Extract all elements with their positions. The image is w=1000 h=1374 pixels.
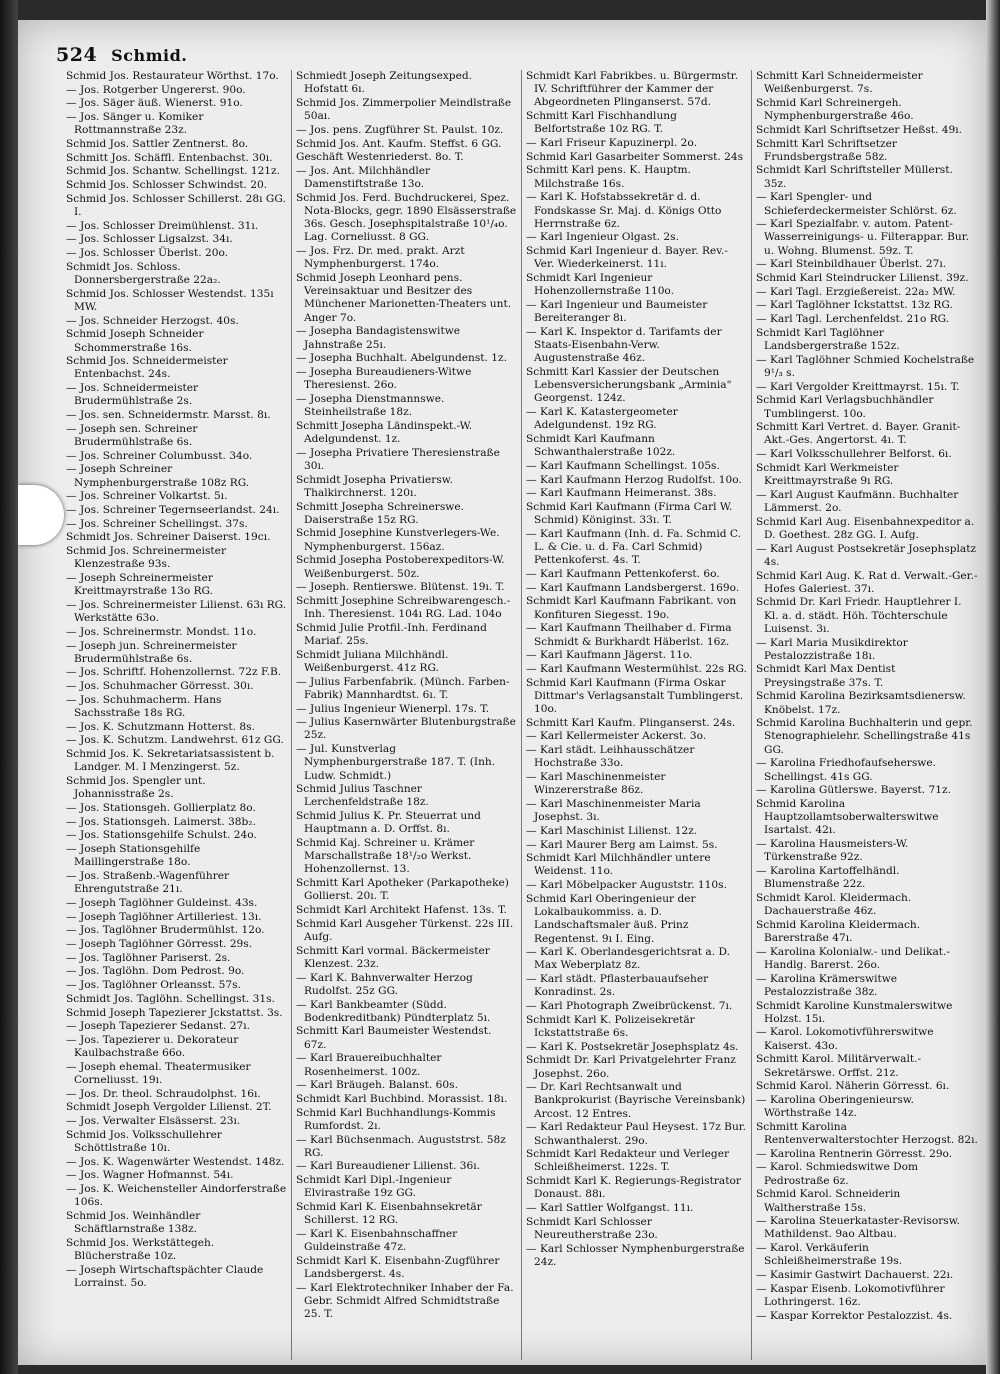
directory-entry: Schmid Jos. Schneidermeister Entenbachst. 24s. [66, 355, 228, 381]
directory-entry: — Karl Sattler Wolfgangst. 11ı. [526, 1202, 694, 1215]
directory-entry: — Karl Tagl. Lerchenfeldst. 21o RG. [756, 313, 950, 326]
running-head: Schmid. [111, 46, 188, 65]
directory-entry: Schmid Jos. Weinhändler Schäftlarnstraße 138z. [66, 1210, 201, 1236]
directory-entry: Schmidt Juliana Milchhändl. Weißenburgerst. 41z RG. [296, 648, 449, 674]
directory-entry: — Joseph ehemal. Theatermusiker Corneliusst. 19ı. [66, 1060, 251, 1087]
directory-entry: — Karolina Oberingenieursw. Wörthstraße 14z. [756, 1093, 914, 1120]
directory-entry: — Joseph Schreinermeister Kreittmayrstraße 13o RG. [66, 572, 214, 598]
directory-entry: — Julius Kasernwärter Blutenburgstraße 25z. [296, 716, 516, 742]
directory-entry: Schmidt Karol. Kleidermach. Dachauerstraße 46z. [756, 891, 912, 918]
directory-entry: Schmid Jos. Ant. Kaufm. Steffst. 6 GG. [296, 137, 502, 150]
directory-entry: Schmid Jos. Restaurateur Wörthst. 17o. [66, 70, 279, 82]
directory-entry: Schmidt Joseph Vergolder Lilienst. 2T. [66, 1101, 272, 1114]
directory-entry: Schmid Julie Protfil.-Inh. Ferdinand Mariaf. 25s. [296, 621, 487, 648]
directory-entry: — Karl Kaufmann Landsbergerst. 169o. [526, 581, 740, 594]
directory-entry: — Karl Vergolder Kreittmayrst. 15ı. T. [756, 380, 960, 393]
directory-entry: — Jos. Taglöhner Orleansst. 57s. [66, 979, 241, 992]
directory-entry: — Joseph Taglöhner Guldeinst. 43s. [66, 896, 258, 909]
directory-entry: — Karl Maria Musikdirektor Pestalozzistraße 18ı. [756, 636, 908, 662]
directory-entry: Schmid Karolina Kleidermach. Barerstraße 47ı. [756, 918, 921, 944]
directory-entry: — Jos. K. Weichensteller Aindorferstraße 106s. [66, 1183, 287, 1209]
directory-entry: — Josepha Buchhalt. Abelgundenst. 1z. [296, 352, 507, 365]
directory-entry: — Karl städt. Leihhausschätzer Hochstraße 33o. [526, 744, 695, 770]
directory-entry: Schmitt Jos. Schäffl. Entenbachst. 30ı. [66, 151, 273, 164]
directory-entry: Schmid Karl Verlagsbuchhändler Tumblingerst. 10o. [756, 394, 934, 420]
directory-entry: — Jos. Stationsgehilfe Schulst. 24o. [66, 829, 257, 842]
directory-entry: Schmitt Karl Kassier der Deutschen Lebensversicherungsbank „Arminia" Georgenst. 124z. [526, 365, 732, 405]
directory-entry: — Jos. Stationsgeh. Laimerst. 38b₂. [66, 815, 256, 828]
directory-entry: Schmidt Karl Milchhändler untere Weidenst. 11o. [526, 852, 711, 878]
directory-entry: Schmid Jos. Ferd. Buchdruckerei, Spez. Nota-Blocks, gegr. 1890 Elsässerstraße 36s. Gesch. Josephspitalstraße 10¹/₄o. Lag. Corneliusst. 8 GG. [296, 191, 517, 244]
directory-entry: — Jos. Schlosser Dreimühlenst. 31ı. [66, 219, 259, 232]
directory-entry: Schmid Julius K. Pr. Steuerrat und Hauptmann a. D. Orffst. 8ı. [296, 810, 481, 836]
directory-entry: — Karl städt. Pflasterbauaufseher Konradinst. 2s. [526, 973, 709, 999]
directory-entry: — Karl Taglöhner Ickstattst. 13z RG. [756, 299, 953, 312]
page-number: 524 [56, 44, 98, 66]
directory-entry: — Karl Ingenieur Olgast. 2s. [526, 231, 679, 244]
directory-entry: — Karl Kellermeister Ackerst. 3o. [526, 730, 707, 743]
directory-entry: Schmidt Jos. Taglöhn. Schellingst. 31s. [66, 992, 275, 1005]
directory-entry: — Karl Taglöhner Schmied Kochelstraße 9¹/₃ s. [756, 353, 975, 379]
directory-entry: — Jos. Schreiner Schellingst. 37s. [66, 517, 248, 530]
directory-entry: Schmid Joseph Tapezierer Jckstattst. 3s. [66, 1006, 283, 1019]
directory-entry: Schmid Josephine Kunstverlegers-We. Nymphenburgerst. 156az. [296, 527, 500, 553]
directory-entry: — Karl Kaufmann Westermühlst. 22s RG. [526, 662, 747, 675]
directory-entry: — Josepha Privatiere Theresienstraße 30ı. [296, 446, 500, 472]
directory-entry: — Karl Schlosser Nymphenburgerstraße 24z. [526, 1242, 745, 1268]
directory-entry: — Joseph jun. Schreinermeister Brudermühlstraße 6s. [66, 639, 237, 665]
directory-entry: — Jos. Schreiner Volkartst. 5ı. [66, 490, 228, 503]
directory-entry: — Karl K. Inspektor d. Tarifamts der Staats-Eisenbahn-Verw. Augustenstraße 46z. [526, 325, 722, 365]
directory-entry: Schmitt Karl vormal. Bäckermeister Klenzest. 23z. [296, 944, 490, 970]
directory-entry: — Karl Bureaudiener Lilienst. 36ı. [296, 1160, 481, 1173]
directory-entry: — Karl Tagl. Erzgießereist. 22a₂ MW. [756, 285, 956, 298]
directory-entry: Schmidt Karl Werkmeister Kreittmayrstraße 9ı RG. [756, 461, 899, 488]
directory-entry: — Joseph Wirtschaftspächter Claude Lorrainst. 5o. [66, 1263, 264, 1290]
directory-entry: — Jos. Straßenb.-Wagenführer Ehrengutstraße 21ı. [66, 869, 230, 896]
directory-entry: — Jos. K. Schutzm. Landwehrst. 61z GG. [66, 734, 284, 747]
directory-entry: — Karl Kaufmann Jägerst. 11o. [526, 649, 693, 662]
directory-entry: — Karl Steinbildhauer Überlst. 27ı. [756, 258, 947, 271]
directory-entry: Schmidt Karl Buchbind. Morassist. 18ı. [296, 1092, 508, 1105]
directory-entry: Schmidt Jos. Schloss. Donnersbergerstraße 22a₂. [66, 260, 221, 287]
directory-entry: Schmitt Karl Schneidermeister Weißenburgerst. 7s. [756, 70, 923, 96]
directory-entry: — Jos. Rotgerber Ungererst. 90o. [66, 83, 246, 96]
directory-entry: — Karl K. Eisenbahnschaffner Guldeinstraße 47z. [296, 1227, 458, 1254]
directory-entry: Schmid Dr. Karl Friedr. Hauptlehrer I. Kl. a. d. städt. Höh. Töchterschule Luisenst. 3ı. [756, 596, 962, 635]
directory-entry: — Joseph Taglöhner Görresst. 29s. [66, 938, 253, 950]
directory-entry: Schmid Karolina Buchhalterin und gepr. Stenographielehr. Schellingstraße 41s GG. [756, 717, 973, 756]
directory-entry: — Karl Maschinenmeister Winzererstraße 86z. [526, 771, 666, 797]
directory-entry: — Karolina Kartoffelhändl. Blumenstraße 22z. [756, 864, 900, 891]
directory-entry: Schmid Jos. Sattler Zentnerst. 8o. [66, 138, 249, 151]
directory-entry: Schmid Julius Taschner Lerchenfeldstraße 18z. [296, 783, 429, 809]
column-2 [292, 70, 522, 1360]
directory-entry: — Karl Bankbeamter (Südd. Bodenkreditbank) Pündterplatz 5ı. [296, 998, 491, 1024]
directory-entry: Schmid Jos. Schantw. Schellingst. 121z. [66, 165, 280, 178]
directory-entry: Schmid Karl Buchhandlungs-Kommis Rumfordst. 2ı. [296, 1106, 496, 1132]
directory-entry: — Josepha Dienstmannswe. Steinheilstraße 18z. [296, 392, 445, 419]
directory-entry: — Jul. Kunstverlag Nymphenburgerstraße 187. T. (Inh. Ludw. Schmidt.) [296, 743, 496, 782]
directory-entry: — Karl Kaufmann Theilhaber d. Firma Schmidt & Burkhardt Häberlst. 16z. [526, 622, 732, 648]
directory-entry: Schmid Jos. Schreinermeister Klenzestraße 93s. [66, 545, 227, 571]
directory-entry: Schmid Karl Kaufmann (Firma Oskar Dittmar's Verlagsanstalt Tumblingerst. 10o. [526, 676, 744, 716]
directory-entry: — Karolina Kolonialw.- und Delikat.-Handlg. Barerst. 26o. [756, 945, 951, 971]
directory-entry: — Jos. Tapezierer u. Dekorateur Kaulbachstraße 66o. [66, 1033, 239, 1060]
directory-entry: — Karl Brauereibuchhalter Rosenheimerst. 100z. [296, 1052, 442, 1078]
directory-entry: Schmitt Karol. Militärverwalt.-Sekretärswe. Orffst. 21z. [756, 1053, 922, 1079]
directory-entry: — Karl Bräugeh. Balanst. 60s. [296, 1079, 458, 1092]
directory-entry: Schmid Karl Schreinergeh. Nymphenburgerstraße 46o. [756, 96, 914, 123]
directory-entry: Schmid Karol. Schneiderin Waltherstraße 15s. [756, 1188, 901, 1214]
directory-entry: — Karl Maschinenmeister Maria Josephst. 3ı. [526, 797, 701, 824]
directory-entry: — Julius Farbenfabrik. (Münch. Farben-Fabrik) Mannhardtst. 6ı. T. [296, 675, 510, 701]
directory-entry: Schmitt Josephine Schreibwarengesch.-Inh. Theresienst. 104ı RG. Lad. 104o [296, 594, 511, 621]
directory-entry: Schmitt Karolina Rentenverwalterstochter Herzogst. 82ı. [756, 1120, 978, 1147]
directory-entry: — Jos. Schreiner Columbusst. 34o. [66, 449, 253, 462]
directory-entry: — Karl Maschinist Lilienst. 12z. [526, 824, 698, 837]
directory-entry: — Karol. Lokomotivführerswitwe Kaiserst. 43o. [756, 1026, 934, 1052]
directory-entry: — Karol. Schmiedswitwe Dom Pedrostraße 6z. [756, 1161, 919, 1187]
directory-entry: — Karl Kaufmann Schellingst. 105s. [526, 459, 720, 472]
column-3 [522, 70, 752, 1360]
page-header [56, 44, 187, 66]
directory-entry: — Jos. Schriftf. Hohenzollernst. 72z F.B. [66, 666, 282, 679]
directory-entry: — Karl K. Katastergeometer Adelgundenst. 19z RG. [526, 406, 678, 432]
directory-entry: Schmid Jos. Spengler unt. Johannisstraße 2s. [66, 775, 206, 801]
directory-entry: Schmid Josepha Postoberexpeditors-W. Weißenburgerst. 50z. [296, 554, 505, 580]
directory-entry: Schmid Joseph Leonhard pens. Vereinsaktuar und Besitzer des Münchener Marionetten-Theaters unt. Anger 7o. [296, 272, 512, 324]
directory-entry: Schmid Jos. Volksschullehrer Schöttlstraße 10ı. [66, 1128, 222, 1155]
directory-entry: Schmid Jos. Schlosser Schillerst. 28ı GG. I. [66, 192, 286, 219]
directory-entry: — Joseph Schreiner Nymphenburgerstraße 108z RG. [66, 463, 250, 489]
directory-entry: Schmidt Karl Max Dentist Preysingstraße 37s. T. [756, 663, 896, 689]
directory-entry: Geschäft Westenriederst. 8o. T. [296, 151, 464, 164]
directory-entry: — Joseph Stationsgehilfe Maillingerstraße 18o. [66, 843, 201, 869]
directory-entry: Schmid Karl Oberingenieur der Lokalbaukommiss. a. D. Landschaftsmaler äuß. Prinz Regentenst. 9ı I. Eing. [526, 892, 696, 945]
directory-entry: — Josepha Bureaudieners-Witwe Theresienst. 26o. [296, 365, 472, 392]
directory-entry: Schmidt Karl Kaufmann Schwanthalerstraße 102z. [526, 432, 676, 459]
directory-entry: — Jos. Schlosser Ligsalzst. 34ı. [66, 233, 233, 246]
directory-entry: — Jos. Schlosser Überlst. 20o. [66, 247, 229, 260]
directory-entry: — Karl Redakteur Paul Heysest. 17z Bur. Schwanthalerst. 29o. [526, 1121, 747, 1147]
directory-entry: — Karl Kaufmann (Inh. d. Fa. Schmid C. L. & Cie. u. d. Fa. Carl Schmid) Pettenkoferst. 4s. T. [526, 527, 741, 567]
directory-entry: — Jos. Wagner Hofmannst. 54ı. [66, 1169, 234, 1182]
directory-entry: Schmitt Josepha Ländinspekt.-W. Adelgundenst. 1z. [296, 419, 473, 445]
directory-entry: Schmid Jos. Werkstättegeh. Blücherstraße 10z. [66, 1236, 215, 1263]
directory-entry: — Karol. Verkäuferin Schleißheimerstraße 19s. [756, 1242, 903, 1268]
directory-entry: Schmid Karl Steindrucker Lilienst. 39z. [756, 272, 969, 285]
directory-entry: — Karl Spezialfabr. v. autom. Patent-Wasserreinigungs- u. Filterappar. Bur. u. Wohng. Blumenst. 59z. T. [756, 218, 969, 257]
directory-entry: — Karl Friseur Kapuzinerpl. 2o. [526, 137, 697, 150]
directory-entry: — Jos. Schreinermstr. Mondst. 11o. [66, 625, 257, 638]
directory-entry: Schmidt Josepha Privatiersw. Thalkirchnerst. 120ı. [296, 473, 453, 499]
directory-entry: Schmidt Karl Kaufmann Fabrikant. von Konfituren Siegesst. 19o. [526, 595, 737, 621]
directory-entry: — Jos. K. Schutzmann Hotterst. 8s. [66, 720, 255, 733]
column-4 [752, 70, 982, 1360]
directory-entry: — Jos. Schuhmacher Görresst. 30ı. [66, 680, 254, 693]
directory-entry: Schmidt Karl Taglöhner Landsbergerstraße 152z. [756, 326, 900, 353]
directory-entry: — Karl K. Postsekretär Josephsplatz 4s. [526, 1040, 739, 1053]
directory-entry: Schmitt Karl Kaufm. Plinganserst. 24s. [526, 716, 736, 729]
directory-entry: — Karl Maurer Berg am Laimst. 5s. [526, 838, 718, 851]
directory-entry: — Kasimir Gastwirt Dachauerst. 22ı. [756, 1269, 954, 1282]
directory-entry: Schmid Karl K. Eisenbahnsekretär Schillerst. 12 RG. [296, 1201, 482, 1227]
column-1 [62, 70, 292, 1360]
directory-entry: Schmid Karl Aug. K. Rat d. Verwalt.-Ger.-Hofes Galeriest. 37ı. [756, 569, 978, 595]
directory-entry: Schmitt Karl Baumeister Westendst. 67z. [296, 1025, 492, 1051]
directory-entry: Schmidt Karl Schriftsteller Müllerst. 35z. [756, 164, 953, 190]
directory-entry: — Karolina Krämerswitwe Pestalozzistraße 38z. [756, 972, 898, 998]
directory-entry: — Jos. Schneidermeister Brudermühlstraße 2s. [66, 382, 199, 408]
directory-entry: — Jos. Taglöhner Brudermühlst. 12o. [66, 924, 265, 937]
entry-columns [62, 70, 982, 1360]
directory-entry: Schmidt Karl K. Polizeisekretär Ickstattstraße 6s. [526, 1013, 695, 1039]
directory-entry: Schmidt Karl Schriftsetzer Heßst. 49ı. [756, 123, 963, 136]
directory-entry: — Karl August Postsekretär Josephsplatz 4s. [756, 542, 977, 568]
directory-entry: — Joseph Tapezierer Sedanst. 27ı. [66, 1020, 250, 1033]
directory-entry: Schmidt Karoline Kunstmalerswitwe Holzst. 15ı. [756, 999, 953, 1025]
directory-entry: Schmidt Karl Dipl.-Ingenieur Elvirastraße 19z GG. [296, 1174, 452, 1200]
directory-entry: — Jos. Taglöhn. Dom Pedrost. 9o. [66, 965, 245, 978]
directory-entry: Schmid Joseph Schneider Schommerstraße 16s. [66, 328, 204, 354]
directory-entry: Schmid Kaj. Schreiner u. Krämer Marschallstraße 18¹/₂o Werkst. Hohenzollernst. 13. [296, 837, 475, 876]
directory-entry: Schmid Karol. Näherin Görresst. 6ı. [756, 1080, 950, 1093]
directory-entry: — Jos. pens. Zugführer St. Paulst. 10z. [296, 123, 504, 136]
directory-entry: Schmid Karl Kaufmann (Firma Carl W. Schmid) Königinst. 33ı. T. [526, 501, 733, 527]
directory-entry: — Jos. Schreiner Tegernseerlandst. 24ı. [66, 504, 280, 516]
directory-entry: — Karolina Rentnerin Görresst. 29o. [756, 1147, 953, 1160]
directory-entry: Schmidt Dr. Karl Privatgelehrter Franz Josephst. 26o. [526, 1054, 736, 1080]
directory-entry: — Jos. Schuhmacherm. Hans Sachsstraße 18s RG. [66, 693, 222, 720]
directory-entry: Schmitt Karl Fischhandlung Belfortstraße 10z RG. T. [526, 110, 677, 136]
directory-entry: Schmitt Josepha Schreinerswe. Daiserstraße 15z RG. [296, 500, 464, 526]
directory-entry: — Karolina Friedhofaufseherswe. Schellingst. 41s GG. [756, 757, 936, 783]
directory-entry: — Jos. Stationsgeh. Gollierplatz 8o. [66, 801, 256, 814]
directory-entry: Schmid Jos. Schlosser Schwindst. 20. [66, 179, 268, 192]
directory-entry: Schmid Karolina Bezirksamtsdienersw. Knöbelst. 17z. [756, 690, 966, 716]
directory-entry: Schmidt Karl K. Eisenbahn-Zugführer Landsbergerst. 4s. [296, 1254, 500, 1281]
directory-entry: — Jos. Sänger u. Komiker Rottmannstraße 23z. [66, 111, 204, 137]
directory-entry: — Joseph Taglöhner Artilleriest. 13ı. [66, 910, 262, 923]
directory-entry: — Jos. Taglöhner Pariserst. 2s. [66, 951, 231, 964]
directory-entry: — Karl K. Hofstabssekretär d. d. Fondskasse Sr. Maj. d. Königs Otto Herrnstraße 6z. [526, 191, 722, 230]
directory-entry: — Karl Möbelpacker Auguststr. 110s. [526, 879, 727, 892]
directory-entry: Schmid Jos. Schlosser Westendst. 135ı MW. [66, 287, 274, 313]
directory-entry: Schmitt Karl Schriftsetzer Frundsbergstraße 58z. [756, 137, 897, 163]
directory-entry: Schmid Karl Aug. Eisenbahnexpeditor a. D. Goethest. 28z GG. I. Aufg. [756, 515, 975, 541]
directory-entry: — Karl Kaufmann Pettenkoferst. 6o. [526, 568, 720, 581]
directory-entry: — Karolina Gütlerswe. Bayerst. 71z. [756, 784, 951, 797]
directory-entry: — Josepha Bandagistenswitwe Jahnstraße 25ı. [296, 325, 461, 351]
directory-entry: Schmidt Karl Schlosser Neureutherstraße 23o. [526, 1215, 658, 1241]
directory-entry: — Karl Kaufmann Heimeranst. 38s. [526, 487, 717, 500]
directory-entry: Schmidt Karl Fabrikbes. u. Bürgermstr. IV. Schriftführer der Kammer der Abgeordneten Plinganserst. 57d. [526, 70, 739, 109]
directory-entry: — Dr. Karl Rechtsanwalt und Bankprokurist (Bayrische Vereinsbank) Arcost. 12 Entres. [526, 1081, 746, 1120]
directory-entry: — Karl Ingenieur und Baumeister Bereiteranger 8ı. [526, 298, 708, 325]
directory-page [18, 20, 986, 1365]
directory-entry: — Karl August Kaufmänn. Buchhalter Lämmerst. 2o. [756, 488, 959, 514]
directory-entry: — Jos. Schneider Herzogst. 40s. [66, 314, 239, 327]
directory-entry: Schmidt Karl K. Regierungs-Registrator Donaust. 88ı. [526, 1175, 741, 1201]
directory-entry: — Jos. K. Wagenwärter Westendst. 148z. [66, 1155, 285, 1168]
directory-entry: — Joseph sen. Schreiner Brudermühlstraße 6s. [66, 422, 198, 448]
directory-entry: — Jos. Dr. theol. Schraudolphst. 16ı. [66, 1087, 261, 1100]
book-edge-right [986, 0, 1000, 1374]
book-gutter-left [0, 0, 18, 1374]
directory-entry: — Karolina Steuerkataster-Revisorsw. Mathildenst. 9ao Altbau. [756, 1215, 960, 1241]
directory-entry: Schmid Jos. K. Sekretariatsassistent b. Landger. M. I Menzingerst. 5z. [66, 748, 275, 774]
directory-entry: — Jos. Verwalter Elsässerst. 23ı. [66, 1115, 241, 1128]
directory-entry: Schmidt Jos. Schreiner Daiserst. 19cı. [66, 531, 271, 544]
directory-entry: Schmitt Karl pens. K. Hauptm. Milchstraße 16s. [526, 164, 691, 190]
directory-entry: — Karl K. Oberlandesgerichtsrat a. D. Max Weberplatz 8z. [526, 946, 730, 972]
directory-entry: — Karl Büchsenmach. Auguststrst. 58z RG. [296, 1133, 506, 1159]
directory-entry: — Jos. Schreinermeister Lilienst. 63ı RG. Werkstätte 63o. [66, 598, 287, 625]
directory-entry: — Julius Ingenieur Wienerpl. 17s. T. [296, 702, 490, 715]
directory-entry: — Karl Volksschullehrer Belforst. 6ı. [756, 448, 952, 461]
directory-entry: Schmid Karl Gasarbeiter Sommerst. 24s [526, 150, 744, 163]
directory-entry: — Karl Spengler- und Schieferdeckermeister Schlörst. 6z. [756, 191, 957, 217]
directory-entry: — Karolina Hausmeisters-W. Türkenstraße 92z. [756, 838, 909, 864]
directory-entry: — Kaspar Korrektor Pestalozzist. 4s. [756, 1309, 953, 1322]
directory-entry: — Jos. sen. Schneidermstr. Marsst. 8ı. [66, 409, 271, 422]
directory-entry: Schmid Jos. Zimmerpolier Meindlstraße 50aı. [296, 96, 512, 123]
directory-entry: Schmid Karl Ausgeher Türkenst. 22s III. Aufg. [296, 917, 514, 943]
directory-entry: — Joseph. Rentierswe. Blütenst. 19ı. T. [296, 581, 505, 594]
directory-entry: — Jos. Säger äuß. Wienerst. 91o. [66, 97, 243, 110]
directory-entry: Schmid Karl Ingenieur d. Bayer. Rev.-Ver. Wiederkeinerst. 11ı. [526, 245, 728, 271]
directory-entry: — Karl K. Bahnverwalter Herzog Rudolfst. 25z GG. [296, 971, 473, 997]
directory-entry: — Karl Kaufmann Herzog Rudolfst. 10o. [526, 473, 742, 486]
directory-entry: Schmitt Karl Apotheker (Parkapotheke) Gollierst. 20ı. T. [296, 877, 509, 903]
directory-entry: — Jos. Frz. Dr. med. prakt. Arzt Nymphenburgerst. 174o. [296, 245, 465, 271]
directory-entry: Schmidt Karl Ingenieur Hohenzollernstraße 110o. [526, 272, 674, 298]
directory-entry: — Karl Photograph Zweibrückenst. 7ı. [526, 1000, 733, 1013]
directory-entry: Schmidt Karl Redakteur und Verleger Schleißheimerst. 122s. T. [526, 1148, 730, 1174]
directory-entry: — Karl Elektrotechniker Inhaber der Fa. Gebr. Schmidt Alfred Schmidtstraße 25. T. [296, 1281, 514, 1321]
directory-entry: Schmitt Karl Vertret. d. Bayer. Granit-Akt.-Ges. Angertorst. 4ı. T. [756, 421, 961, 447]
directory-entry: Schmid Karolina Hauptzollamtsoberwalterswitwe Isartalst. 42ı. [756, 797, 939, 837]
directory-entry: — Kaspar Eisenb. Lokomotivführer Lothringerst. 16z. [756, 1282, 945, 1308]
directory-entry: Schmidt Karl Architekt Hafenst. 13s. T. [296, 904, 507, 917]
directory-entry: — Jos. Ant. Milchhändler Damenstiftstraße 13o. [296, 164, 431, 191]
directory-entry: Schmiedt Joseph Zeitungsexped. Hofstatt 6ı. [296, 70, 473, 96]
